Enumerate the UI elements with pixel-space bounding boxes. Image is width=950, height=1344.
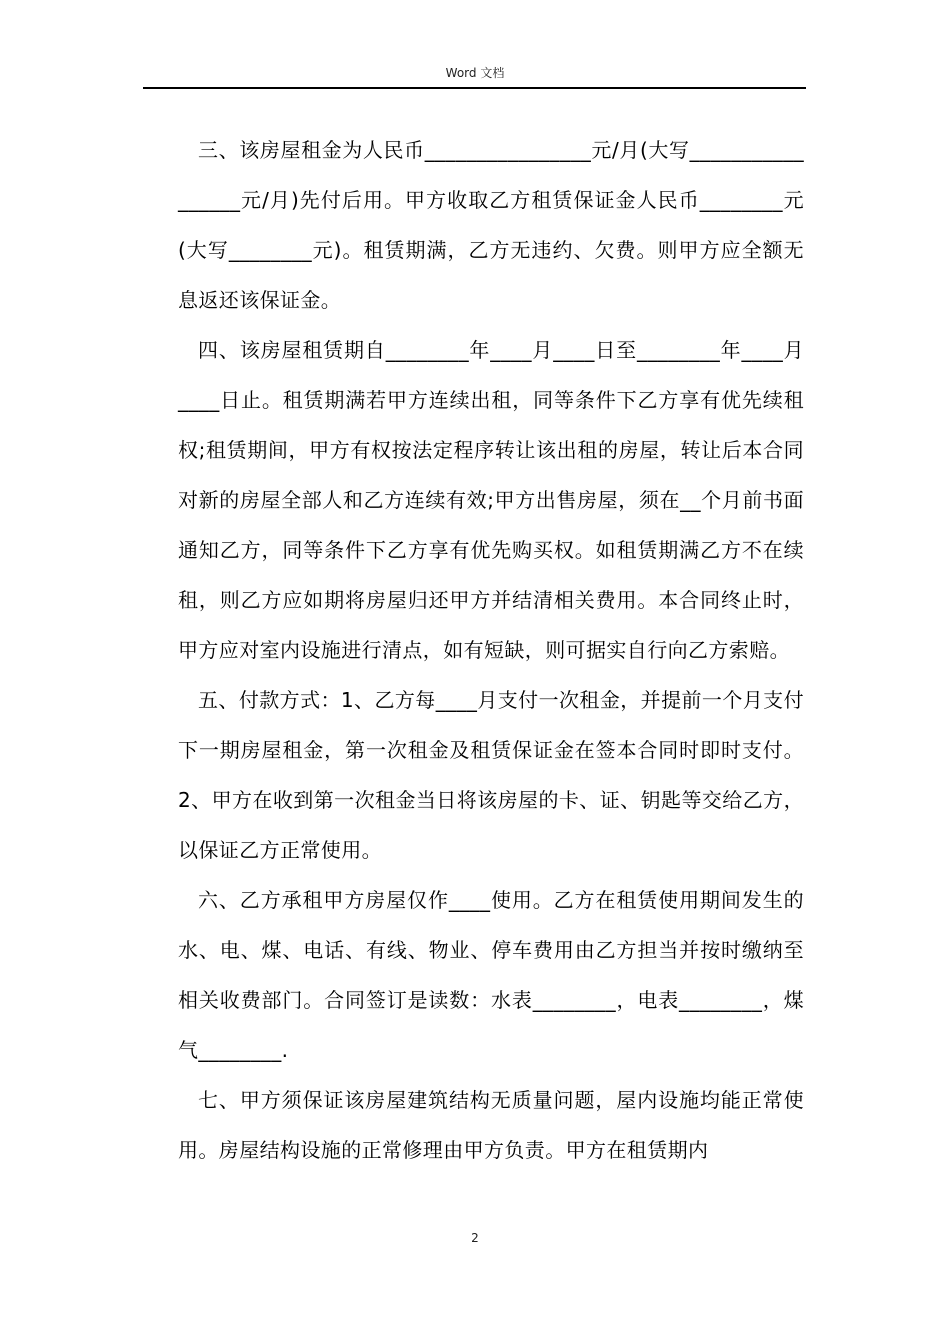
paragraph-clause-4: 四、该房屋租赁期自________年____月____日至________年____月____日止。租赁期满若甲方连续出租，同等条件下乙方享有优先续租权;租赁期间，甲方有权按法定程序转让该出租的房屋，转让后本合同对新的房屋全部人和乙方连续有效;甲方出售房屋，须在__个月前书面通知乙方，同等条件下乙方享有优先购买权。如租赁期满乙方不在续租，则乙方应如期将房屋归还甲方并结清相关费用。本合同终止时，甲方应对室内设施进行清点，如有短缺，则可据实自行向乙方索赔。 (178, 338, 804, 662)
document-body (178, 125, 804, 1175)
page-header: Word 文档 (445, 66, 505, 80)
header-divider (143, 87, 806, 89)
paragraph-clause-6: 六、乙方承租甲方房屋仅作____使用。乙方在租赁使用期间发生的水、电、煤、电话、有线、物业、停车费用由乙方担当并按时缴纳至相关收费部门。合同签订是读数：水表________，电表________，煤气________. (178, 888, 804, 1062)
paragraph-clause-3: 三、该房屋租金为人民币________________元/月(大写_________________元/月)先付后用。甲方收取乙方租赁保证金人民币________元(大写________元)。租赁期满，乙方无违约、欠费。则甲方应全额无息返还该保证金。 (178, 138, 804, 312)
paragraph-clause-7: 七、甲方须保证该房屋建筑结构无质量问题，屋内设施均能正常使用。房屋结构设施的正常修理由甲方负责。甲方在租赁期内 (178, 1088, 804, 1162)
page-number: 2 (471, 1231, 479, 1245)
paragraph-clause-5: 五、付款方式：1、乙方每____月支付一次租金，并提前一个月支付下一期房屋租金，第一次租金及租赁保证金在签本合同时即时支付。2、甲方在收到第一次租金当日将该房屋的卡、证、钥匙等交给乙方，以保证乙方正常使用。 (178, 688, 804, 862)
